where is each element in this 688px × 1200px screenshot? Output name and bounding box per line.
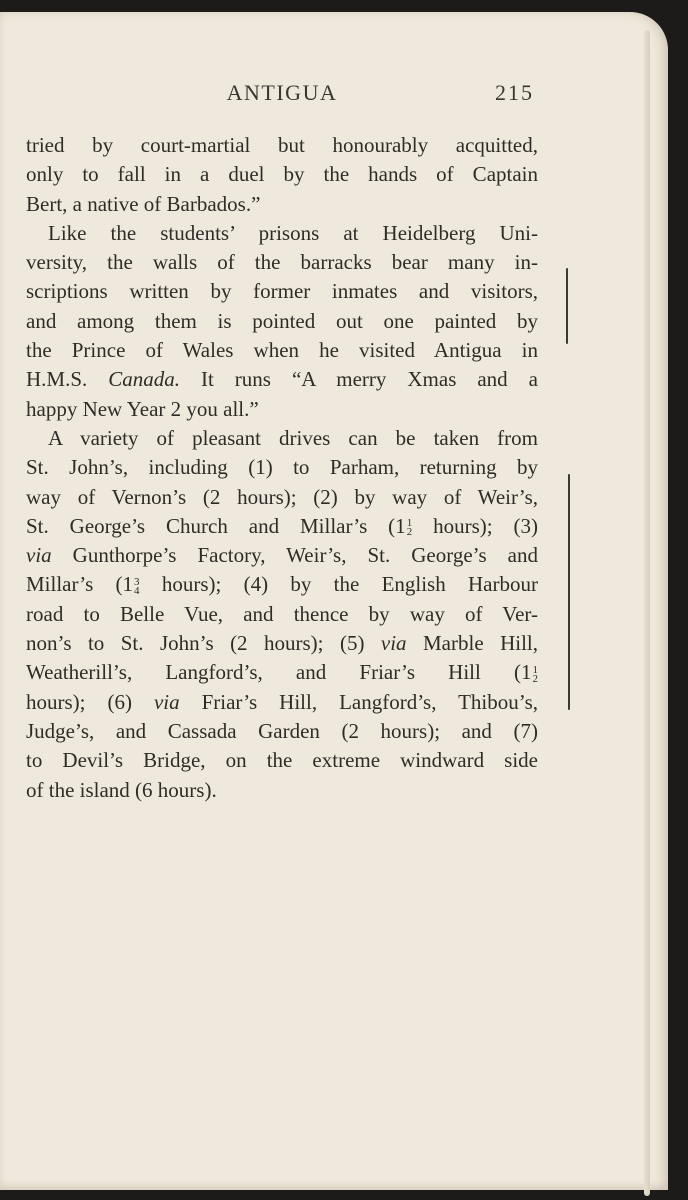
- text-segment: hours); (4) by the English Harbour: [139, 572, 538, 597]
- text-line: versity, the walls of the barracks bear many in-: [26, 250, 538, 275]
- page-header: [26, 80, 538, 116]
- text-line: Bert, a native of Barbados.”: [26, 191, 261, 216]
- italic-via: via: [26, 543, 52, 568]
- text-line: Judge’s, and Cassada Garden (2 hours); and (7): [26, 718, 538, 743]
- text-line: [26, 658, 538, 687]
- text-segment: Millar’s (1: [26, 572, 134, 597]
- text-line: [26, 570, 538, 599]
- text-line: A variety of pleasant drives can be taken from: [48, 425, 538, 450]
- text-line: [26, 365, 538, 394]
- text-line: St. John’s, including (1) to Parham, returning by: [26, 455, 538, 480]
- page-edge: [644, 30, 650, 1196]
- text-line: way of Vernon’s (2 hours); (2) by way of Weir’s,: [26, 484, 538, 509]
- italic-via: via: [153, 689, 180, 714]
- text-segment: St. George’s Church and Millar’s (1: [26, 513, 406, 538]
- fraction-three-quarters: 3 4: [134, 575, 140, 597]
- italic-via: via: [380, 631, 407, 656]
- page-number: 215: [495, 80, 534, 105]
- text-segment: Weatherill’s, Langford’s, and Friar’s Hill (1: [26, 660, 532, 685]
- text-line: and among them is pointed out one painted by: [26, 308, 538, 333]
- fraction-half: 1 2: [532, 663, 538, 685]
- text-line: tried by court-martial but honourably acquitted,: [26, 133, 538, 157]
- text-line: Like the students’ prisons at Heidelberg Uni-: [48, 220, 538, 245]
- ship-name: Canada.: [108, 367, 181, 392]
- text-line: scriptions written by former inmates and visitors,: [26, 279, 538, 304]
- text-line: of the island (6 hours).: [26, 777, 217, 802]
- body-text: [26, 131, 538, 805]
- text-segment: hours); (6): [26, 689, 154, 714]
- text-line: [26, 541, 538, 570]
- text-line: happy New Year 2 you all.”: [26, 396, 259, 421]
- text-line: [26, 512, 538, 541]
- text-line: to Devil’s Bridge, on the extreme windward side: [26, 748, 538, 773]
- margin-mark: [568, 474, 570, 710]
- margin-mark: [566, 268, 568, 344]
- fraction-half: 1 2: [406, 517, 413, 539]
- text-segment: non’s to St. John’s (2 hours); (5): [26, 631, 381, 656]
- text-line: road to Belle Vue, and thence by way of Ver-: [26, 601, 538, 626]
- text-line: [26, 629, 538, 658]
- text-segment: hours); (3): [412, 513, 538, 538]
- text-segment: H.M.S.: [26, 367, 109, 392]
- text-segment: Gunthorpe’s Factory, Weir’s, St. George’s and: [51, 543, 538, 568]
- text-segment: Marble Hill,: [406, 631, 538, 656]
- text-segment: Friar’s Hill, Langford’s, Thibou’s,: [179, 689, 538, 714]
- text-line: only to fall in a duel by the hands of Captain: [26, 162, 538, 187]
- text-line: the Prince of Wales when he visited Antigua in: [26, 338, 538, 363]
- text-line: [26, 688, 538, 717]
- running-title: ANTIGUA: [226, 80, 338, 105]
- text-segment: It runs “A merry Xmas and a: [180, 367, 538, 392]
